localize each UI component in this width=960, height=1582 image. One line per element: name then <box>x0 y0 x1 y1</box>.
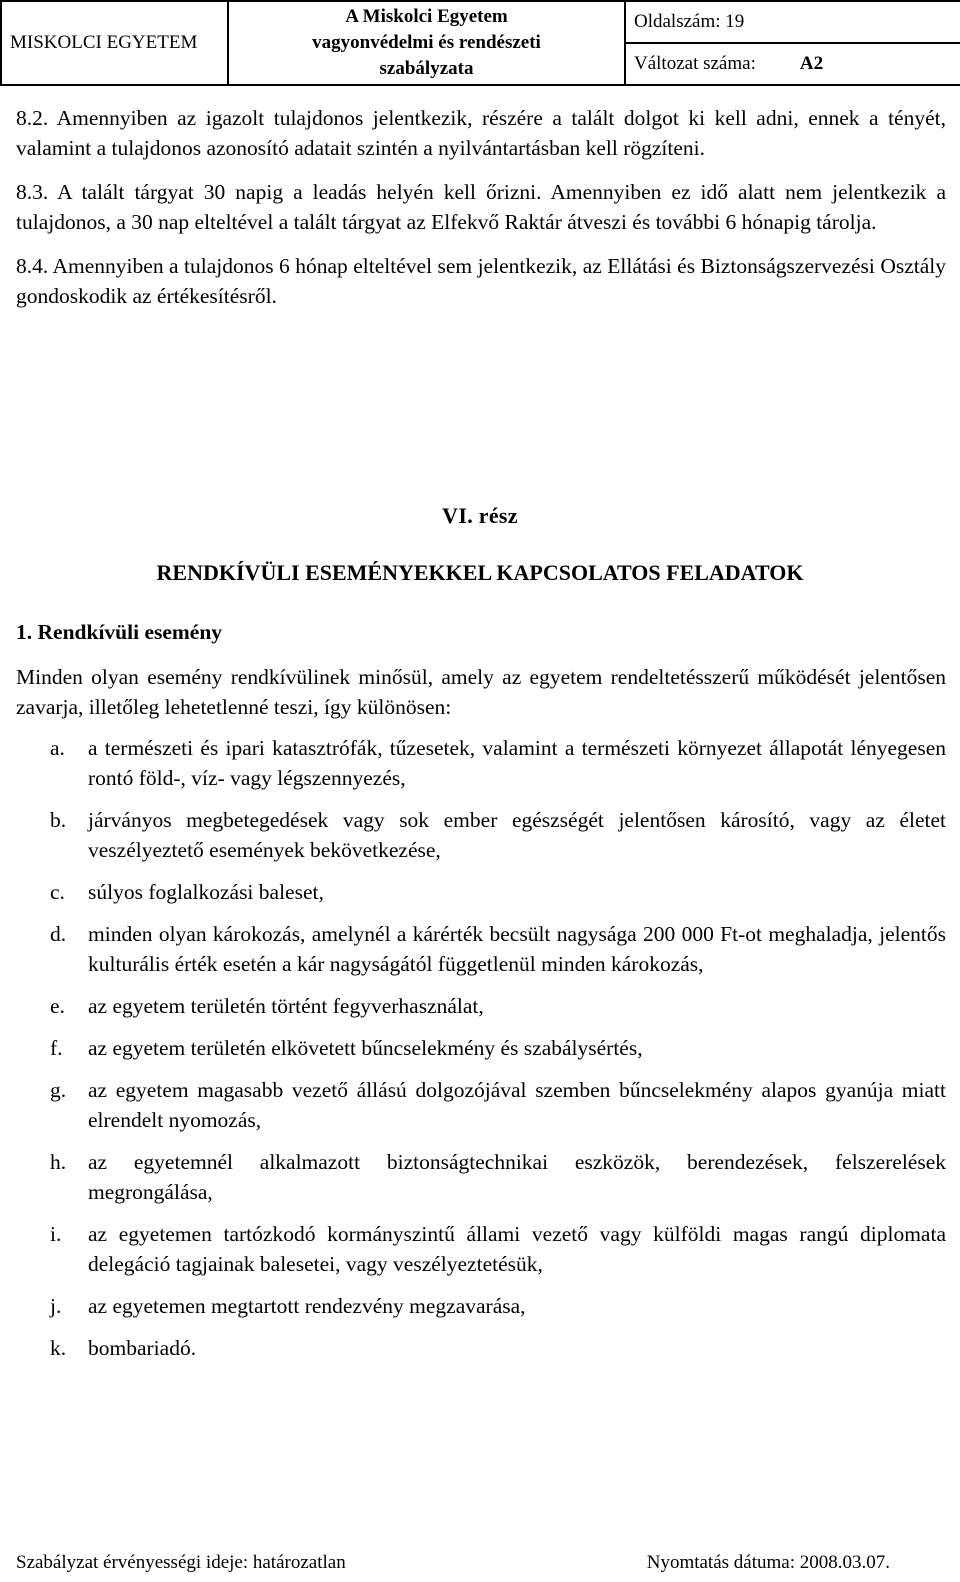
list-text: az egyetemen tartózkodó kormányszintű állami vezető vagy külföldi magas rangú diplomata delegáció tagjainak balesetei, vagy veszélyeztetésük, <box>88 1222 946 1276</box>
list-item <box>16 1075 946 1135</box>
list-text: súlyos foglalkozási baleset, <box>88 880 324 904</box>
doc-title-line: A Miskolci Egyetem <box>345 6 508 27</box>
list-text: az egyetemnél alkalmazott biztonságtechnikai eszközök, berendezések, felszerelések megrongálása, <box>88 1150 946 1204</box>
list-marker: h. <box>50 1150 67 1174</box>
doc-title-line: szabályzata <box>379 58 474 79</box>
list-item <box>16 1333 946 1363</box>
list-text: az egyetem területén elkövetett bűncselekmény és szabálysértés, <box>88 1036 643 1060</box>
subsection-title: 1. Rendkívüli esemény <box>16 620 223 644</box>
document-header <box>0 0 960 86</box>
list-item <box>16 919 946 979</box>
header-org: MISKOLCI EGYETEM <box>1 1 228 85</box>
list-item <box>16 805 946 865</box>
list-marker: c. <box>50 880 65 904</box>
list-marker: f. <box>50 1036 63 1060</box>
list-text: az egyetem területén történt fegyverhasználat, <box>88 994 484 1018</box>
list-item <box>16 1147 946 1207</box>
version-value: A2 <box>799 53 824 74</box>
list-marker: g. <box>50 1078 67 1102</box>
list-text: az egyetemen megtartott rendezvény megzavarása, <box>88 1294 526 1318</box>
list-item <box>16 1291 946 1321</box>
list-text: a természeti és ipari katasztrófák, tűzesetek, valamint a természeti környezet állapotát lényegesen rontó föld-, víz- vagy légszennyezés, <box>88 736 946 790</box>
paragraph-8-2: 8.2. Amennyiben az igazolt tulajdonos jelentkezik, részére a talált dolgot ki kell adni, ennek a tényét, valamint a tulajdonos azonosító adatait szintén a nyilvántartásban kell rögzíteni. <box>16 106 946 160</box>
list-text: minden olyan károkozás, amelynél a kárérték becsült nagysága 200 000 Ft-ot meghaladja, jelentős kulturális érték esetén a kár nagyságától függetlenül minden károkozás, <box>88 922 946 976</box>
header-version <box>625 43 960 85</box>
part-title: VI. rész <box>442 503 518 528</box>
list-text: az egyetem magasabb vezető állású dolgozójával szemben bűncselekmény alapos gyanúja miatt elrendelt nyomozás, <box>88 1078 946 1132</box>
section-title: RENDKÍVÜLI ESEMÉNYEKKEL KAPCSOLATOS FELADATOK <box>156 560 804 585</box>
list-item <box>16 991 946 1021</box>
list-text: járványos megbetegedések vagy sok ember egészségét jelentősen károsító, vagy az életet veszélyeztető események bekövetkezése, <box>88 808 946 862</box>
doc-title-line: vagyonvédelmi és rendészeti <box>312 32 541 53</box>
footer-print-date: Nyomtatás dátuma: 2008.03.07. <box>646 1552 890 1573</box>
intro-paragraph: Minden olyan esemény rendkívülinek minősül, amely az egyetem rendeltetésszerű működését jelentősen zavarja, illetőleg lehetetlenné teszi, így különösen: <box>16 665 946 719</box>
paragraph-8-3: 8.3. A talált tárgyat 30 napig a leadás helyén kell őrizni. Amennyiben ez idő alatt nem jelentkezik a tulajdonos, a 30 nap elteltével a talált tárgyat az Elfekvő Raktár átveszi és további 6 hónapig tárolja. <box>16 180 946 234</box>
body-paragraphs <box>16 103 946 311</box>
list-marker: j. <box>50 1294 62 1318</box>
version-label: Változat száma: <box>634 53 756 74</box>
event-list <box>16 733 946 1375</box>
list-marker: i. <box>50 1222 62 1246</box>
footer-validity: Szabályzat érvényességi ideje: határozatlan <box>16 1552 346 1573</box>
header-page-number: Oldalszám: 19 <box>625 1 960 43</box>
header-doc-title <box>228 1 625 85</box>
list-item <box>16 1219 946 1279</box>
list-marker: k. <box>50 1336 67 1360</box>
list-marker: b. <box>50 808 67 832</box>
list-text: bombariadó. <box>88 1336 197 1360</box>
list-marker: d. <box>50 922 67 946</box>
list-item <box>16 733 946 793</box>
paragraph-8-4: 8.4. Amennyiben a tulajdonos 6 hónap elteltével sem jelentkezik, az Ellátási és Biztonságszervezési Osztály gondoskodik az értékesítésről. <box>16 254 946 308</box>
list-item <box>16 1033 946 1063</box>
list-marker: e. <box>50 994 65 1018</box>
list-marker: a. <box>50 736 65 760</box>
list-item <box>16 877 946 907</box>
